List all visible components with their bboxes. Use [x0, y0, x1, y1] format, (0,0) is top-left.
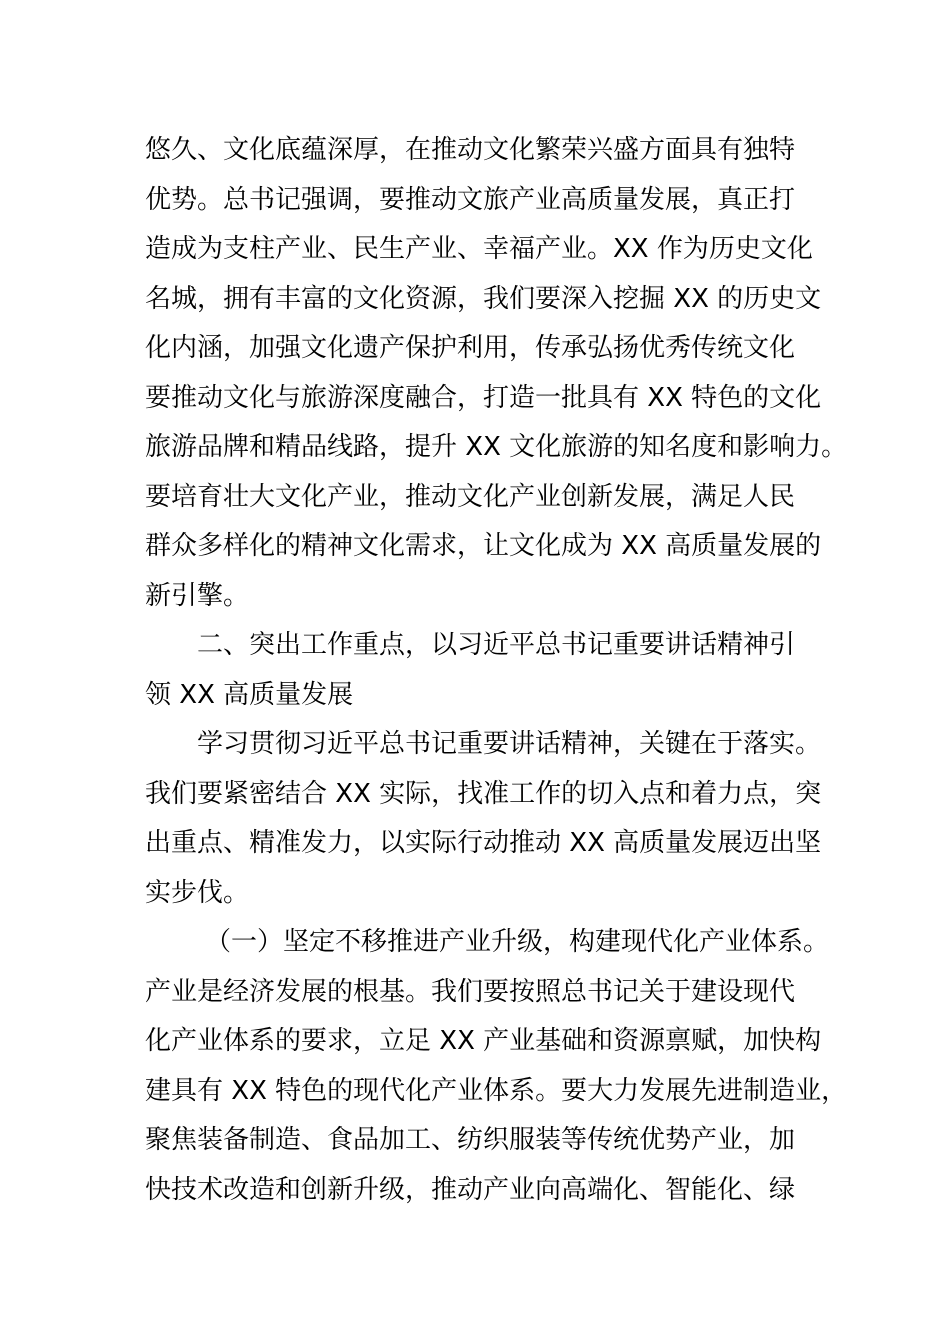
text-line: 聚焦装备制造、食品加工、纺织服装等传统优势产业，加	[145, 1125, 796, 1155]
text-line: 新引擎。	[145, 580, 250, 611]
section-heading-line: 领 XX 高质量发展	[145, 679, 354, 710]
text-line: 快技术改造和创新升级，推动产业向高端化、智能化、绿	[145, 1174, 796, 1205]
text-line: 产业是经济发展的根基。我们要按照总书记关于建设现代	[145, 976, 796, 1007]
text-line: 造成为支柱产业、民生产业、幸福产业。XX 作为历史文化	[145, 234, 813, 264]
text-line: 要推动文化与旅游深度融合，打造一批具有 XX 特色的文化	[145, 382, 822, 413]
text-line: 旅游品牌和精品线路，提升 XX 文化旅游的知名度和影响力。	[145, 432, 848, 462]
text-line: 悠久、文化底蕴深厚，在推动文化繁荣兴盛方面具有独特	[145, 135, 796, 165]
text-line: 优势。总书记强调，要推动文旅产业高质量发展，真正打	[145, 184, 796, 215]
text-line: 名城，拥有丰富的文化资源，我们要深入挖掘 XX 的历史文	[145, 283, 822, 314]
section-heading-line: 二、突出工作重点，以习近平总书记重要讲话精神引	[197, 630, 796, 660]
text-line: 出重点、精准发力，以实际行动推动 XX 高质量发展迈出坚	[145, 828, 822, 858]
text-line: 学习贯彻习近平总书记重要讲话精神，关键在于落实。	[197, 729, 822, 759]
text-line: 建具有 XX 特色的现代化产业体系。要大力发展先进制造业，	[145, 1075, 848, 1106]
subsection-heading-line: （一）坚定不移推进产业升级，构建现代化产业体系。	[205, 927, 830, 957]
text-line: 要培育壮大文化产业，推动文化产业创新发展，满足人民	[145, 481, 796, 512]
text-line: 群众多样化的精神文化需求，让文化成为 XX 高质量发展的	[145, 531, 822, 561]
text-line: 化产业体系的要求，立足 XX 产业基础和资源禀赋，加快构	[145, 1026, 822, 1056]
text-line: 我们要紧密结合 XX 实际，找准工作的切入点和着力点，突	[145, 778, 822, 809]
body-text	[145, 126, 848, 1215]
text-line: 实步伐。	[145, 877, 250, 908]
text-line: 化内涵，加强文化遗产保护利用，传承弘扬优秀传统文化	[145, 333, 796, 363]
